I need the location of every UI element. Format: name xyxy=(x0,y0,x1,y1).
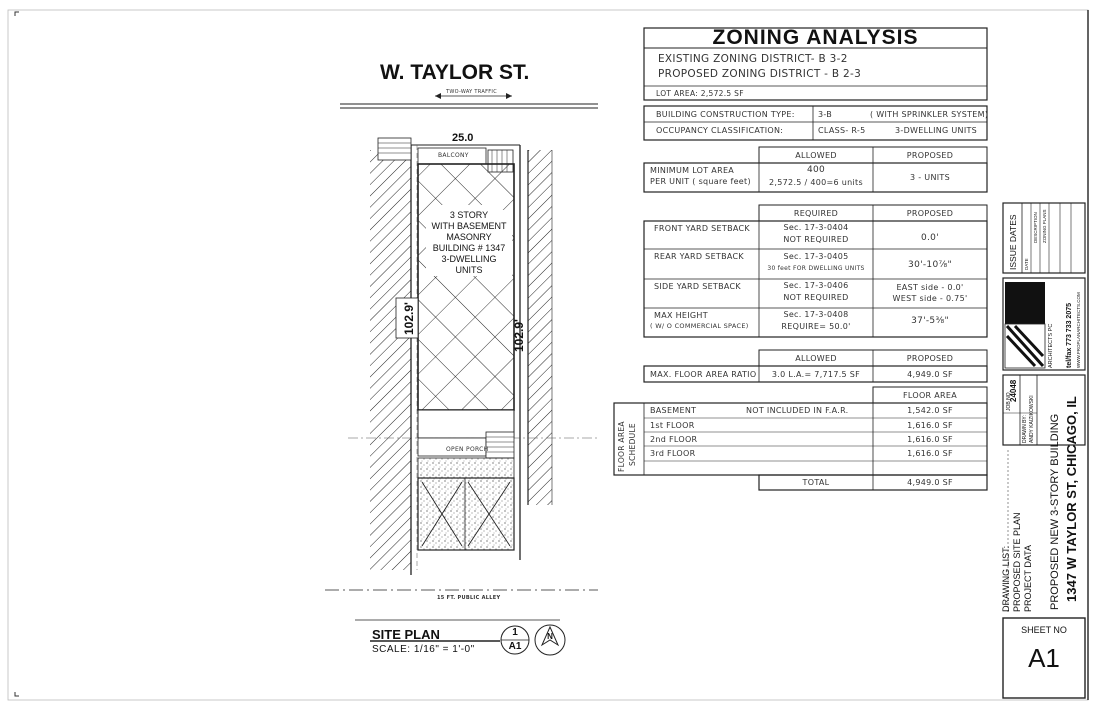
side-yard-east: EAST side - 0.0' xyxy=(896,283,964,292)
rear-yard-req: 30 feet FOR DWELLING UNITS xyxy=(767,265,865,272)
north-arrow-icon: N xyxy=(547,632,553,641)
allowed-header: ALLOWED xyxy=(795,151,837,160)
occupancy-note: 3-DWELLING UNITS xyxy=(895,126,978,135)
drawn-by-name: ANDY KAIZIKOWSKI xyxy=(1029,395,1035,443)
project-address: 1347 W TAYLOR ST, CHICAGO, IL xyxy=(1064,396,1079,602)
drawn-by-label: DRAWN BY: xyxy=(1022,415,1028,443)
total-label: TOTAL xyxy=(802,478,830,487)
building-description xyxy=(426,210,512,276)
min-lot-label-2: PER UNIT ( square feet) xyxy=(650,177,751,186)
traffic-note: TWO-WAY TRAFFIC xyxy=(446,89,497,95)
proposed-header-2: PROPOSED xyxy=(906,209,954,218)
floor3-area: 1,616.0 SF xyxy=(907,449,953,458)
building-line: WITH BASEMENT xyxy=(431,221,507,231)
far-allowed: 3.0 L.A.= 7,717.5 SF xyxy=(771,370,861,379)
occupancy-value: CLASS- R-5 xyxy=(818,126,866,135)
side-yard-label: SIDE YARD SETBACK xyxy=(654,282,741,291)
construction-value: 3-B xyxy=(818,110,833,119)
side-yard-sec: Sec. 17-3-0406 xyxy=(783,281,849,290)
detail-sheet-ref: A1 xyxy=(508,641,522,652)
site-plan-scale: SCALE: 1/16" = 1'-0" xyxy=(372,644,475,655)
drawing-list-item: PROPOSED SITE PLAN xyxy=(1012,512,1022,612)
zoning-title: ZONING ANALYSIS xyxy=(712,26,919,49)
floor2-label: 2nd FLOOR xyxy=(650,435,698,444)
firm-phone: tel/fax 773 733 2075 xyxy=(1066,303,1073,368)
far-label: MAX. FLOOR AREA RATIO xyxy=(650,370,757,379)
lot-area: LOT AREA: 2,572.5 SF xyxy=(656,89,744,98)
firm-website: WWW.PROPLANARCHITECTS.COM xyxy=(1076,292,1081,368)
construction-note: ( WITH SPRINKLER SYSTEM) xyxy=(870,110,989,119)
sheet-no-label: SHEET NO xyxy=(1021,625,1067,635)
job-no-label: JOB NO. xyxy=(1006,390,1012,411)
proposed-header: PROPOSED xyxy=(906,151,954,160)
min-lot-allowed: 400 xyxy=(806,165,826,175)
alley-label: 15 FT. PUBLIC ALLEY xyxy=(437,595,501,601)
floor2-area: 1,616.0 SF xyxy=(907,435,953,444)
building-line: BUILDING # 1347 xyxy=(432,243,506,253)
min-lot-proposed: 3 - UNITS xyxy=(910,173,950,182)
drawing-list-item-2: PROJECT DATA xyxy=(1023,544,1033,612)
open-porch-label: OPEN PORCH xyxy=(446,446,489,453)
firm-name: ARCHITECTS PC xyxy=(1048,323,1054,368)
site-plan-title: SITE PLAN xyxy=(372,627,440,642)
occupancy-label: OCCUPANCY CLASSIFICATION: xyxy=(656,126,784,135)
project-title: PROPOSED NEW 3-STORY BUILDING xyxy=(1049,413,1061,610)
min-lot-label: MINIMUM LOT AREA xyxy=(650,166,735,175)
basement-note: NOT INCLUDED IN F.A.R. xyxy=(746,406,849,415)
basement-area: 1,542.0 SF xyxy=(907,406,953,415)
building-line: MASONRY xyxy=(446,232,492,242)
lot-width-dimension: 25.0 xyxy=(452,132,474,144)
drawing-list-label: DRAWING LIST: xyxy=(1001,545,1011,612)
schedule-title: FLOOR AREA xyxy=(617,421,626,472)
total-area: 4,949.0 SF xyxy=(907,478,953,487)
sheet-number: A1 xyxy=(1028,643,1060,673)
schedule-title-2: SCHEDULE xyxy=(628,423,637,466)
depth-dimension-left: 102.9' xyxy=(402,302,416,335)
front-yard-sec: Sec. 17-3-0404 xyxy=(783,223,849,232)
building-line: 3 STORY xyxy=(449,210,489,220)
detail-number: 1 xyxy=(512,627,518,638)
issue-dates-label: ISSUE DATES xyxy=(1008,214,1018,270)
rear-yard-label: REAR YARD SETBACK xyxy=(654,252,744,261)
basement-label: BASEMENT xyxy=(650,406,697,415)
building-line: 3-DWELLING xyxy=(441,254,497,264)
neighbor-hatch-left xyxy=(365,150,411,570)
balcony-label: BALCONY xyxy=(438,152,469,159)
far-proposed: 4,949.0 SF xyxy=(907,370,953,379)
job-number: 24048 xyxy=(1009,379,1018,402)
max-height-sec: Sec. 17-3-0408 xyxy=(783,310,849,319)
building-line: UNITS xyxy=(455,265,483,275)
max-height-note: ( W/ O COMMERCIAL SPACE) xyxy=(650,322,749,330)
floor3-label: 3rd FLOOR xyxy=(650,449,696,458)
required-header: REQUIRED xyxy=(793,209,839,218)
max-height-proposed: 37'-5⅜" xyxy=(911,316,949,326)
max-height-req: REQUIRE= 50.0' xyxy=(781,322,851,331)
depth-dimension-right: 102.9' xyxy=(512,319,526,352)
max-height-label: MAX HEIGHT xyxy=(654,311,708,320)
front-yard-req: NOT REQUIRED xyxy=(783,235,849,244)
min-lot-allowed-calc: 2,572.5 / 400=6 units xyxy=(769,178,863,187)
existing-district: EXISTING ZONING DISTRICT- B 3-2 xyxy=(658,53,848,65)
front-yard-label: FRONT YARD SETBACK xyxy=(654,224,750,233)
issue-description-header: DESCRIPTION xyxy=(1033,212,1038,243)
floor1-label: 1st FLOOR xyxy=(650,421,695,430)
front-yard-proposed: 0.0' xyxy=(921,233,939,243)
rear-yard-sec: Sec. 17-3-0405 xyxy=(783,252,849,261)
issue-date-header: DATE xyxy=(1024,258,1029,270)
floor-area-header: FLOOR AREA xyxy=(902,391,958,400)
floor1-area: 1,616.0 SF xyxy=(907,421,953,430)
street-title: W. TAYLOR ST. xyxy=(380,61,530,84)
allowed-header-2: ALLOWED xyxy=(795,354,837,363)
rear-yard-proposed: 30'-10⅞" xyxy=(908,260,952,270)
neighbor-hatch-right xyxy=(528,150,552,505)
building-footprint xyxy=(418,164,514,410)
side-yard-req: NOT REQUIRED xyxy=(783,293,849,302)
issue-row: ZONING PLANS xyxy=(1042,209,1047,243)
proposed-header-3: PROPOSED xyxy=(906,354,954,363)
construction-label: BUILDING CONSTRUCTION TYPE: xyxy=(656,110,795,119)
side-yard-west: WEST side - 0.75' xyxy=(892,294,968,303)
proposed-district: PROPOSED ZONING DISTRICT - B 2-3 xyxy=(658,68,862,80)
